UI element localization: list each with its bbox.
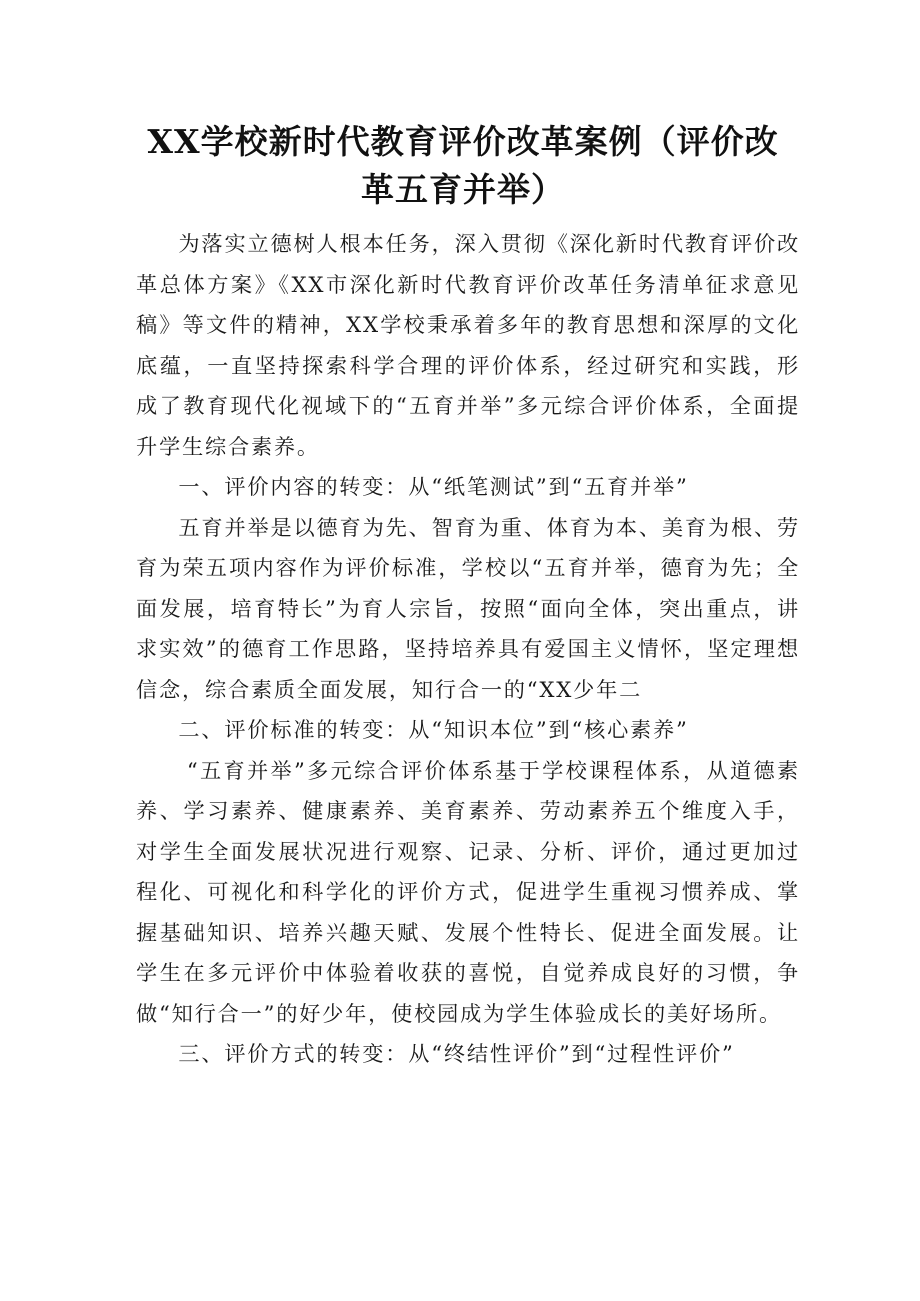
section-2-paragraph: “五育并举”多元综合评价体系基于学校课程体系，从道德素养、学习素养、健康素养、美育素养、劳动素养五个维度入手，对学生全面发展状况进行观察、记录、分析、评价，通过更加过程化、可视化和科学化的评价方式，促进学生重视习惯养成、掌握基础知识、培养兴趣天赋、发展个性特长、促进全面发展。让学生在多元评价中体验着收获的喜悦，自觉养成良好的习惯，争做“知行合一”的好少年，使校园成为学生体验成长的美好场所。: [136, 757, 800, 1026]
section-1-paragraph: 五育并举是以德育为先、智育为重、体育为本、美育为根、劳育为荣五项内容作为评价标准，学校以“五育并举，德育为先；全面发展，培育特长”为育人宗旨，按照“面向全体，突出重点，讲求实效”的德育工作思路，坚持培养具有爱国主义情怀，坚定理想信念，综合素质全面发展，知行合一的“XX少年二: [136, 514, 800, 702]
document-title: [136, 118, 800, 214]
intro-paragraph: 为落实立德树人根本任务，深入贯彻《深化新时代教育评价改革总体方案》《XX市深化新时代教育评价改革任务清单征求意见稿》等文件的精神，XX学校秉承着多年的教育思想和深厚的文化底蕴，一直坚持探索科学合理的评价体系，经过研究和实践，形成了教育现代化视域下的“五育并举”多元综合评价体系，全面提升学生综合素养。: [136, 231, 800, 459]
title-line-2: 革五育并举）: [361, 170, 565, 209]
section-heading-3: 三、评价方式的转变：从“终结性评价”到“过程性评价”: [178, 1041, 735, 1066]
document-body: [136, 224, 800, 1075]
section-heading-1: 一、评价内容的转变：从“纸笔测试”到“五育并举”: [178, 474, 689, 499]
section-heading-2: 二、评价标准的转变：从“知识本位”到“核心素养”: [178, 717, 689, 742]
title-line-1: XX学校新时代教育评价改革案例（评价改: [147, 122, 779, 161]
